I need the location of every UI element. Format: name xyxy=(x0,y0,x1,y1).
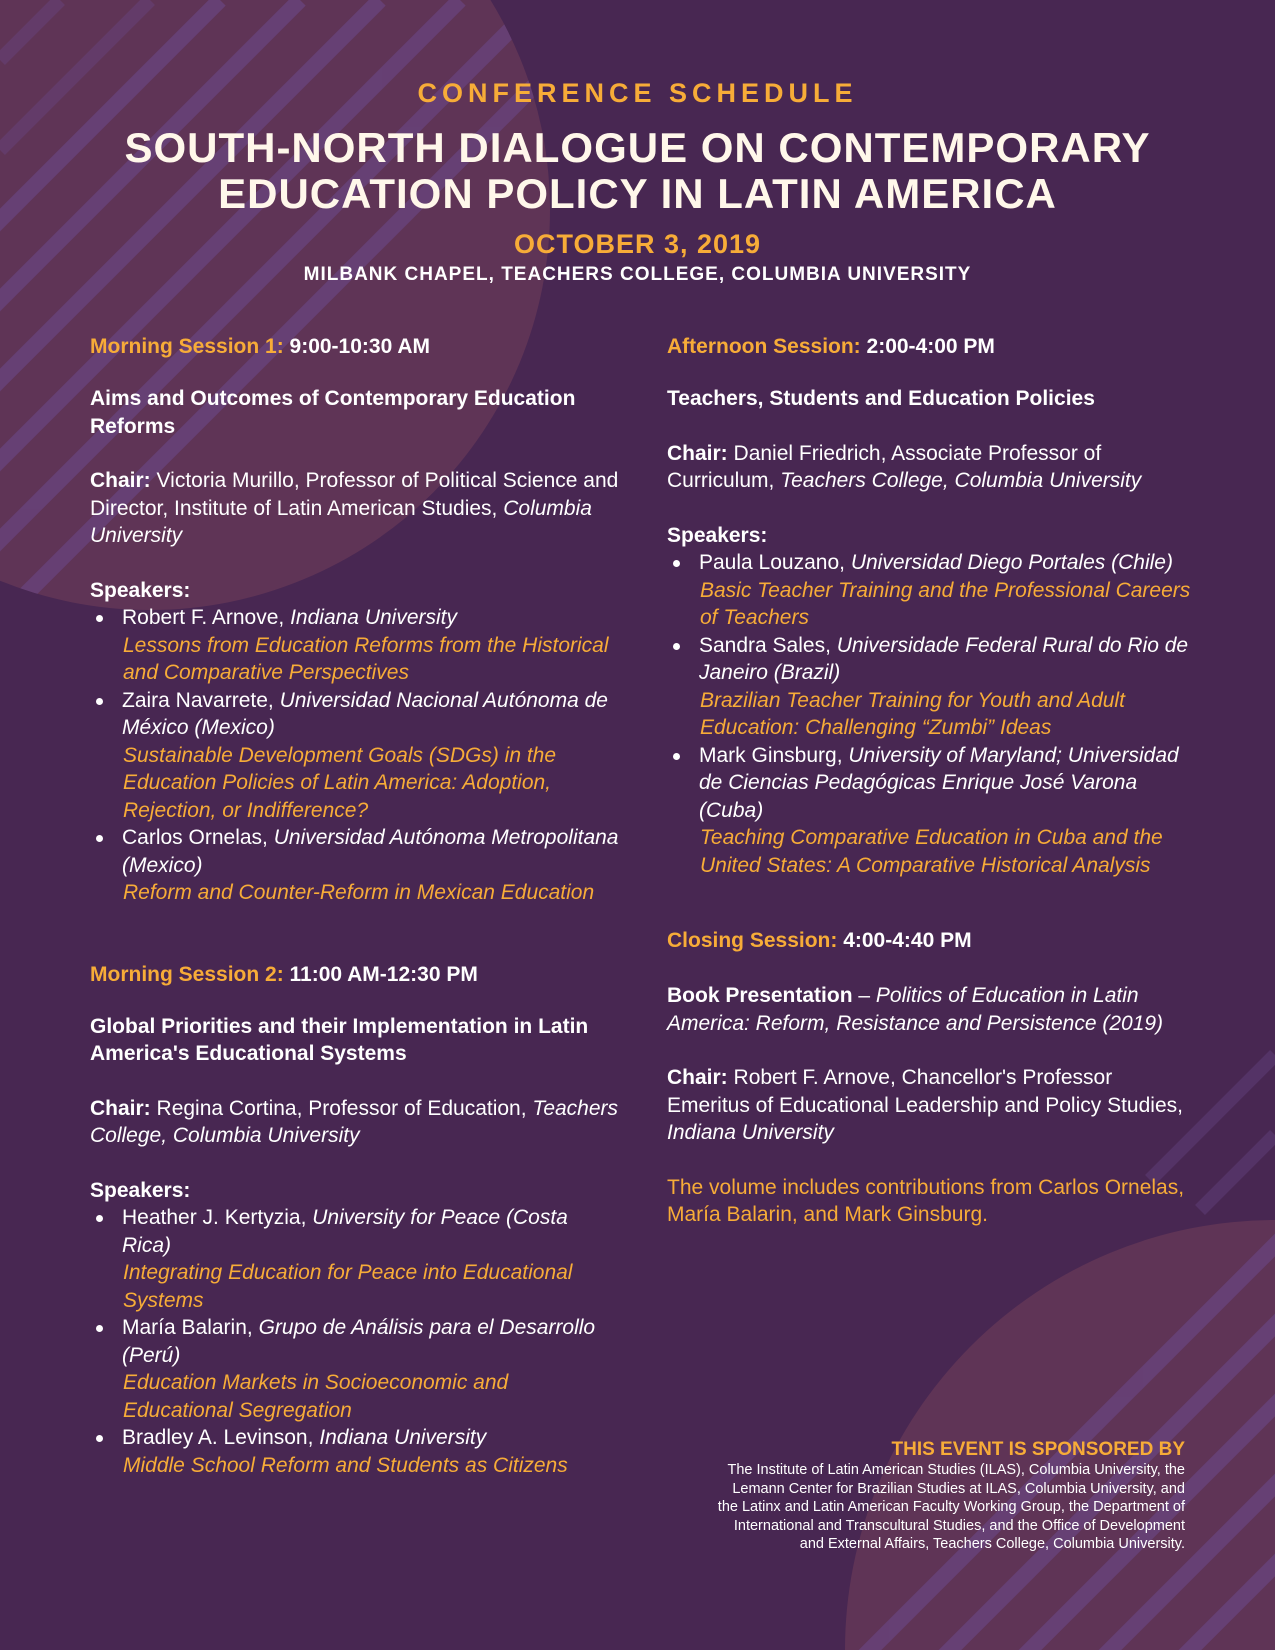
speakers-label: Speakers: xyxy=(90,578,191,602)
speaker-name: Mark Ginsburg, xyxy=(699,743,843,767)
session-label: Morning Session 1: xyxy=(90,335,284,358)
speaker-affiliation: Universidad Diego Portales (Chile) xyxy=(850,551,1173,574)
session-heading xyxy=(667,333,1197,361)
chair-text: Daniel Friedrich, Associate Professor of Curriculum, xyxy=(667,441,1102,492)
speakers-block xyxy=(90,577,620,907)
session-label: Afternoon Session: xyxy=(667,335,861,358)
bullet-icon xyxy=(673,753,680,760)
speaker-affiliation: Indiana University xyxy=(319,1426,487,1449)
talk-title: Teaching Comparative Education in Cuba and the United States: A Comparative Historical Analysis xyxy=(700,826,1163,877)
session-topic: Aims and Outcomes of Contemporary Education Reforms xyxy=(90,387,576,438)
session-time: 11:00 AM-12:30 PM xyxy=(289,962,478,986)
left-column xyxy=(90,333,620,1479)
speaker-item xyxy=(90,1204,620,1259)
bullet-icon xyxy=(96,1215,103,1222)
session-chair xyxy=(667,1064,1197,1147)
sponsor-heading: THIS EVENT IS SPONSORED BY xyxy=(891,1439,1185,1460)
chair-text: Regina Cortina, Professor of Education, xyxy=(156,1096,527,1120)
speaker-affiliation: Grupo de Análisis para el Desarrollo (Perú) xyxy=(122,1316,596,1367)
session-heading xyxy=(90,333,620,361)
chair-label: Chair: xyxy=(667,441,728,465)
conference-title xyxy=(0,125,1275,217)
speaker-list xyxy=(667,549,1197,879)
speaker-name: Zaira Navarrete, xyxy=(122,688,274,712)
talk-title: Middle School Reform and Students as Citizens xyxy=(123,1453,568,1477)
speaker-item xyxy=(90,824,620,879)
session-time: 9:00-10:30 AM xyxy=(289,335,430,358)
session-closing xyxy=(667,927,1197,1229)
speaker-name: Robert F. Arnove, xyxy=(122,606,285,629)
speaker-affiliation: Universidad Autónoma Metropolitana (Mexico) xyxy=(122,826,619,877)
speaker-name: María Balarin, xyxy=(122,1316,253,1339)
speaker-item xyxy=(90,1424,620,1452)
speaker-item xyxy=(667,632,1197,687)
speaker-item xyxy=(90,687,620,742)
speakers-block xyxy=(667,522,1197,880)
bullet-icon xyxy=(96,1325,103,1332)
bullet-icon xyxy=(96,615,103,622)
session-heading xyxy=(667,927,1197,955)
session-chair xyxy=(90,1095,620,1150)
book-dash: – xyxy=(852,984,876,1007)
book-title: Politics of Education in Latin America: Reform, Resistance and Persistence (2019) xyxy=(667,984,1164,1035)
speaker-list xyxy=(90,604,620,907)
talk-title: Sustainable Development Goals (SDGs) in the Education Policies of Latin America: Adoption, Rejection, or Indifference? xyxy=(123,743,557,822)
title-line-1: SOUTH-NORTH DIALOGUE ON CONTEMPORARY xyxy=(124,124,1151,171)
talk-title: Education Markets in Socioeconomic and Educational Segregation xyxy=(123,1371,509,1422)
book-label: Book Presentation xyxy=(667,984,853,1007)
bullet-icon xyxy=(96,835,103,842)
speaker-item xyxy=(667,742,1197,825)
session-morning-2 xyxy=(90,961,620,1480)
talk-title: Basic Teacher Training and the Professional Careers of Teachers xyxy=(700,578,1191,629)
speaker-list xyxy=(90,1204,620,1479)
session-chair xyxy=(667,440,1197,495)
book-presentation xyxy=(667,982,1197,1037)
sponsor-block xyxy=(715,1439,1185,1554)
chair-label: Chair: xyxy=(667,1066,728,1089)
talk-title: Integrating Education for Peace into Educational Systems xyxy=(123,1261,573,1312)
chair-text: Robert F. Arnove, Chancellor's Professor Emeritus of Educational Leadership and Policy Studies, xyxy=(667,1066,1183,1117)
chair-affiliation: Teachers College, Columbia University xyxy=(90,1096,619,1147)
session-label: Morning Session 2: xyxy=(90,962,284,986)
title-line-2: EDUCATION POLICY IN LATIN AMERICA xyxy=(218,170,1057,217)
speaker-name: Carlos Ornelas, xyxy=(122,826,268,849)
bullet-icon xyxy=(96,698,103,705)
speaker-name: Heather J. Kertyzia, xyxy=(122,1206,307,1229)
speakers-block xyxy=(90,1177,620,1480)
session-time: 2:00-4:00 PM xyxy=(866,335,995,358)
speaker-item xyxy=(90,1314,620,1369)
chair-label: Chair: xyxy=(90,469,151,492)
session-heading xyxy=(90,961,620,989)
speakers-label: Speakers: xyxy=(90,1178,191,1202)
speaker-affiliation: Universidad Nacional Autónoma de México (Mexico) xyxy=(122,688,608,739)
session-chair xyxy=(90,467,620,550)
speaker-affiliation: Indiana University xyxy=(290,606,458,629)
header xyxy=(0,76,1275,288)
conference-date: OCTOBER 3, 2019 xyxy=(513,229,762,259)
bullet-icon xyxy=(673,643,680,650)
session-topic: Teachers, Students and Education Policies xyxy=(667,387,1095,410)
bullet-icon xyxy=(96,1435,103,1442)
session-morning-1 xyxy=(90,333,620,907)
chair-affiliation: Indiana University xyxy=(667,1121,834,1144)
conference-venue: MILBANK CHAPEL, TEACHERS COLLEGE, COLUMBIA UNIVERSITY xyxy=(303,264,972,285)
speaker-item xyxy=(90,604,620,632)
chair-affiliation: Teachers College, Columbia University xyxy=(780,469,1142,492)
talk-title: Lessons from Education Reforms from the Historical and Comparative Perspectives xyxy=(123,633,609,684)
speaker-affiliation: Universidade Federal Rural do Rio de Janeiro (Brazil) xyxy=(699,633,1189,684)
sponsor-text: The Institute of Latin American Studies (ILAS), Columbia University, the Lemann Center for Brazilian Studies at ILAS, Columbia University, and the Latinx and Latin American Faculty Working Group, the Department of International and Transcultural Studies, and the Office of Development and External Affairs, Teachers College, Columbia University. xyxy=(717,1462,1185,1552)
chair-affiliation: Columbia University xyxy=(90,496,592,547)
session-label: Closing Session: xyxy=(667,929,838,952)
speaker-name: Bradley A. Levinson, xyxy=(122,1426,314,1449)
session-afternoon xyxy=(667,333,1197,879)
session-time: 4:00-4:40 PM xyxy=(843,929,972,952)
chair-text: Victoria Murillo, Professor of Political Science and Director, Institute of Latin American Studies, xyxy=(90,469,619,520)
speaker-name: Sandra Sales, xyxy=(699,633,831,657)
right-column xyxy=(667,333,1197,1229)
session-topic: Global Priorities and their Implementation in Latin America's Educational Systems xyxy=(90,1014,589,1065)
speaker-name: Paula Louzano, xyxy=(699,551,845,574)
bullet-icon xyxy=(673,560,680,567)
chair-label: Chair: xyxy=(90,1096,151,1120)
conference-kicker: CONFERENCE SCHEDULE xyxy=(417,78,858,108)
talk-title: Reform and Counter-Reform in Mexican Education xyxy=(123,881,595,904)
speakers-label: Speakers: xyxy=(667,523,768,547)
speaker-affiliation: University for Peace (Costa Rica) xyxy=(122,1206,568,1257)
speaker-item xyxy=(667,549,1197,577)
volume-note: The volume includes contributions from Carlos Ornelas, María Balarin, and Mark Ginsburg. xyxy=(667,1175,1185,1226)
talk-title: Brazilian Teacher Training for Youth and Adult Education: Challenging “Zumbi” Ideas xyxy=(700,688,1125,739)
speaker-affiliation: University of Maryland; Universidad de Ciencias Pedagógicas Enrique José Varona (Cuba) xyxy=(699,743,1179,822)
